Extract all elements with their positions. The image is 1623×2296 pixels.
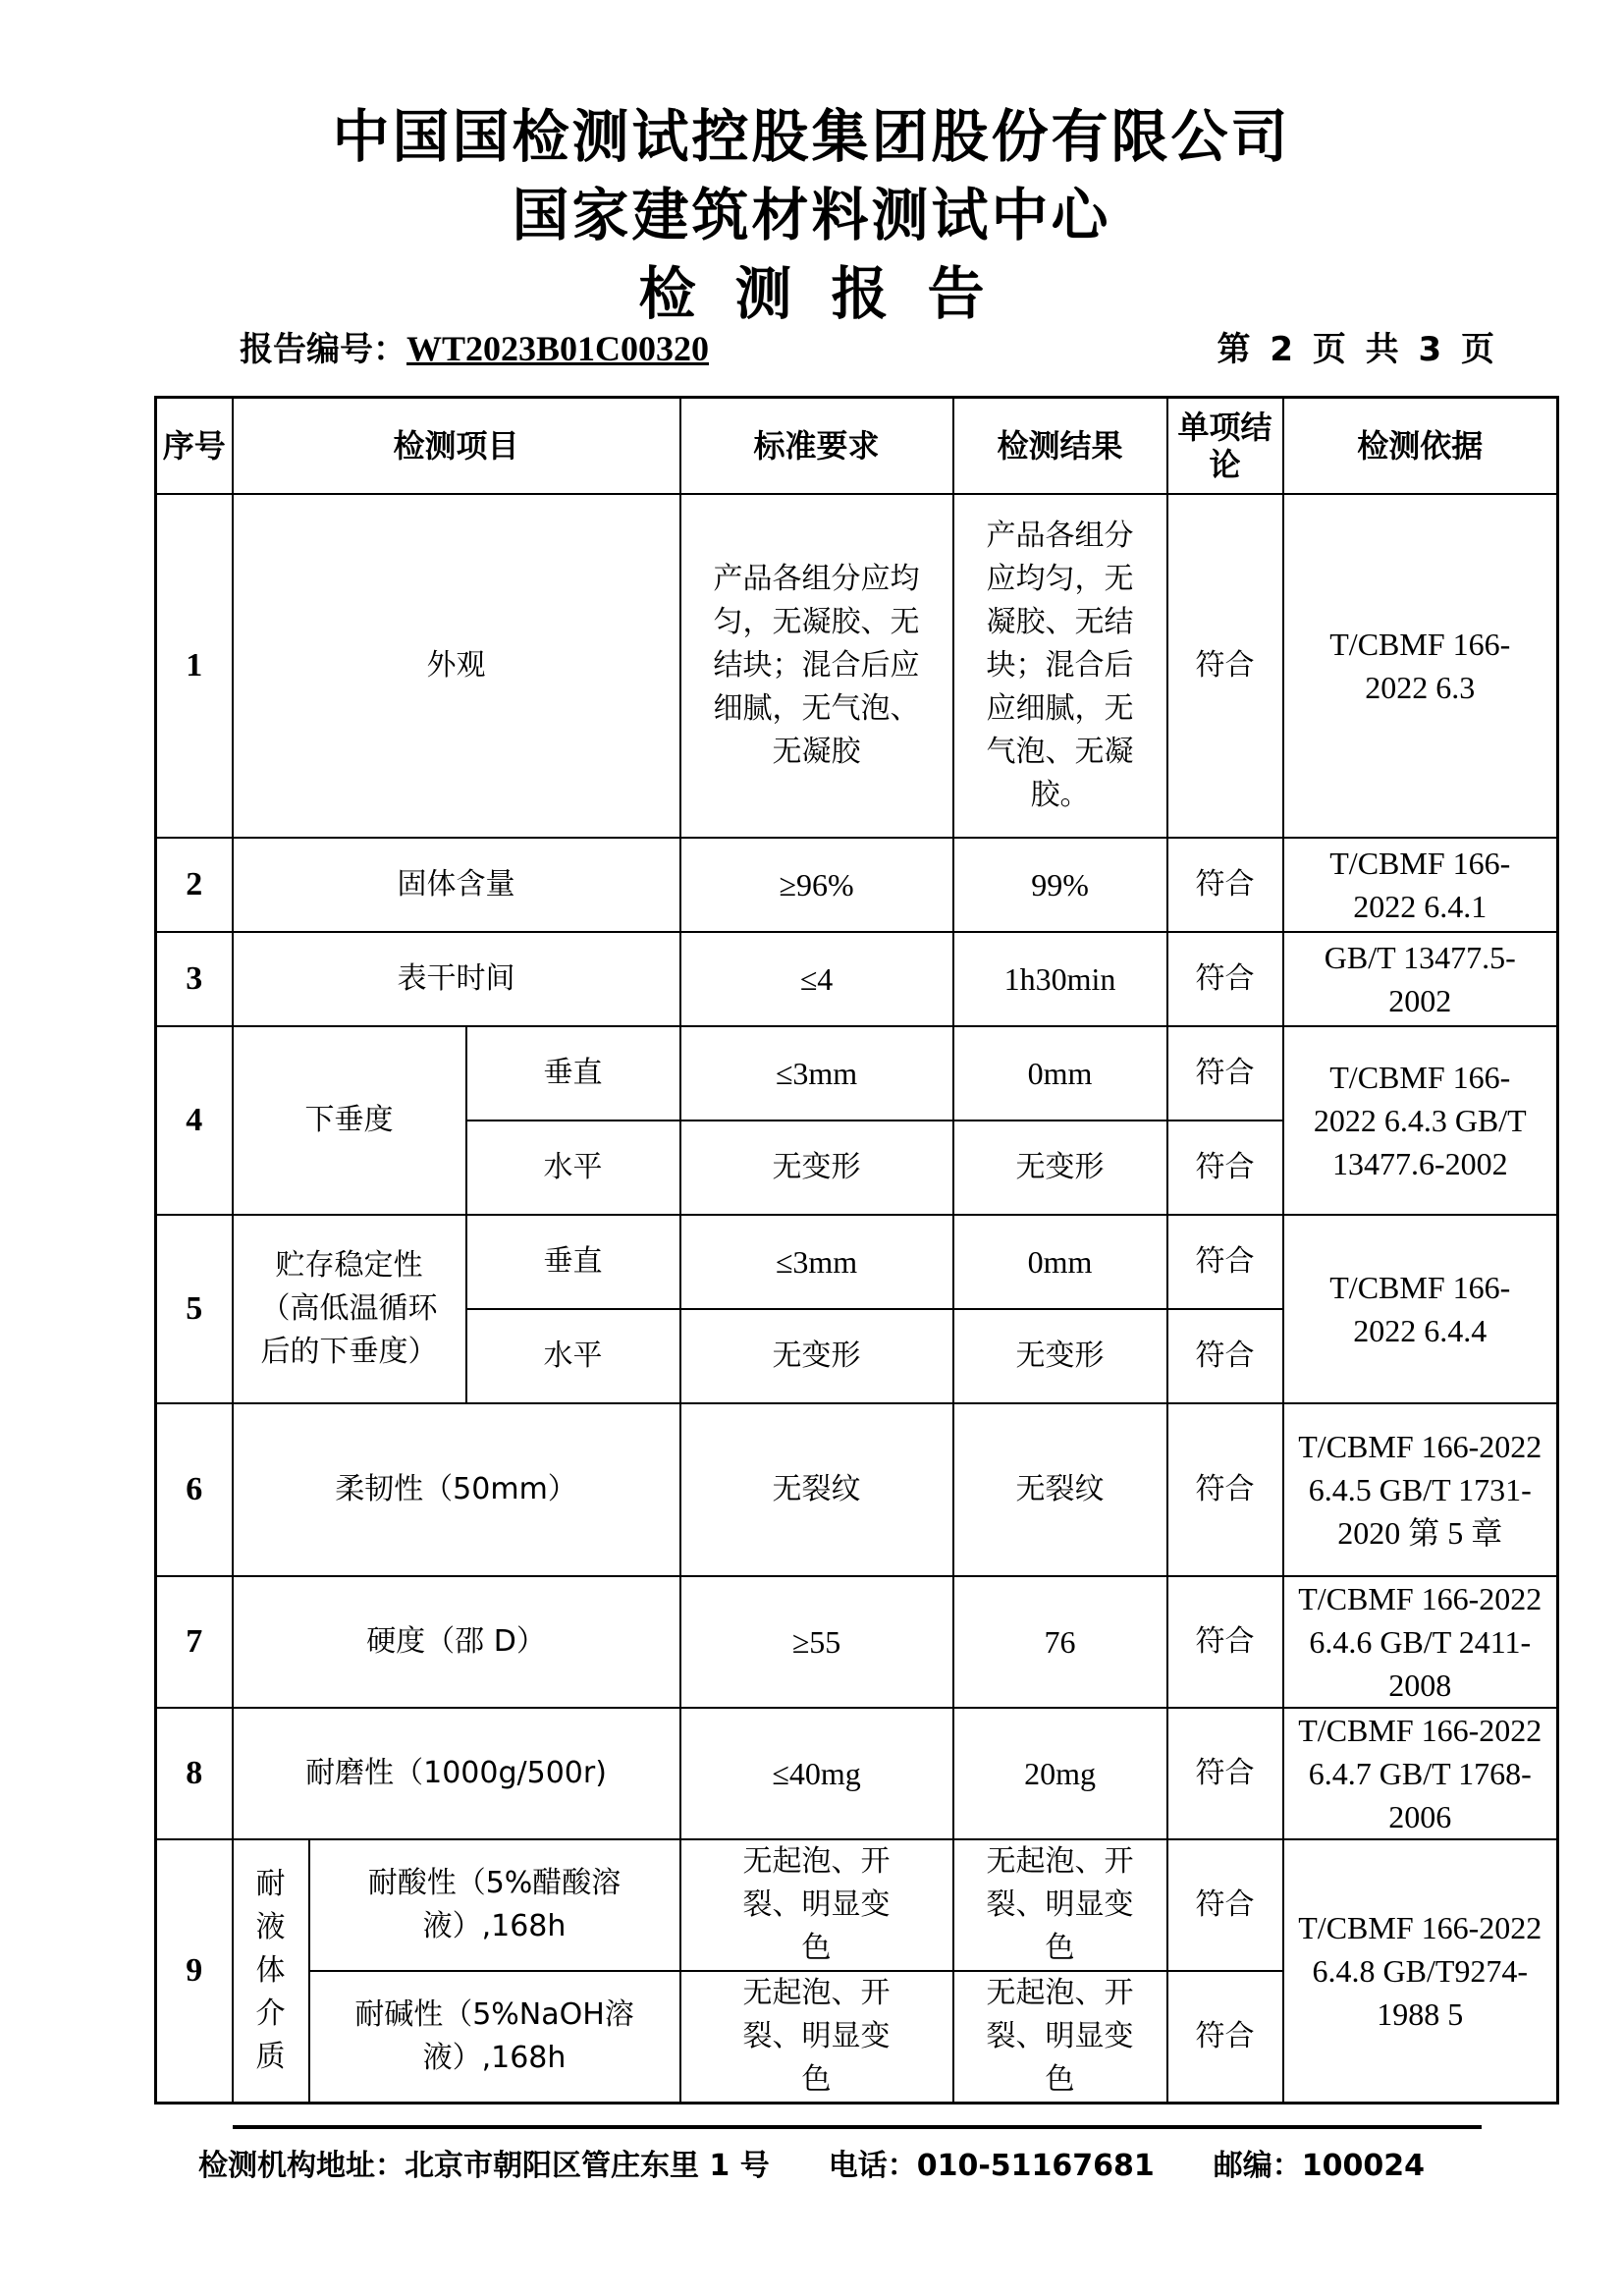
table-row xyxy=(156,1839,1558,1971)
seq-cell: 6 xyxy=(156,1403,233,1576)
seq-cell: 1 xyxy=(156,494,233,838)
seq-cell: 8 xyxy=(156,1708,233,1839)
requirement-cell: ≤3mm xyxy=(680,1026,953,1121)
center-name: 国家建筑材料测试中心 xyxy=(512,182,1111,248)
result-cell: 无起泡、开裂、明显变色 xyxy=(953,1971,1167,2104)
conclusion-cell: 符合 xyxy=(1167,494,1283,838)
conclusion-cell: 符合 xyxy=(1167,1576,1283,1708)
conclusion-cell: 符合 xyxy=(1167,1026,1283,1121)
requirement-cell: ≤40mg xyxy=(680,1708,953,1839)
seq-cell: 3 xyxy=(156,932,233,1026)
sub-item-cell: 垂直 xyxy=(466,1215,680,1309)
result-cell: 20mg xyxy=(953,1708,1167,1839)
conclusion-cell: 符合 xyxy=(1167,932,1283,1026)
conclusion-cell: 符合 xyxy=(1167,1121,1283,1215)
requirement-cell: 无起泡、开裂、明显变色 xyxy=(680,1839,953,1971)
header-basis: 检测依据 xyxy=(1283,398,1558,494)
item-cell: 耐磨性（1000g/500r) xyxy=(233,1708,680,1839)
sub-item-cell: 水平 xyxy=(466,1309,680,1403)
conclusion-cell: 符合 xyxy=(1167,1971,1283,2104)
item-cell: 下垂度 xyxy=(233,1026,466,1215)
sub-item-cell: 耐碱性（5%NaOH溶液）,168h xyxy=(309,1971,680,2104)
seq-cell: 5 xyxy=(156,1215,233,1403)
seq-cell: 9 xyxy=(156,1839,233,2104)
page-info: 第 2 页 共 3 页 xyxy=(1217,330,1498,369)
conclusion-cell: 符合 xyxy=(1167,1215,1283,1309)
seq-cell: 2 xyxy=(156,838,233,932)
table-row xyxy=(156,1026,1558,1121)
basis-cell: GB/T 13477.5-2002 xyxy=(1283,932,1558,1026)
table-row xyxy=(156,1708,1558,1839)
report-number-label: 报告编号： xyxy=(240,330,406,369)
sub-item-cell: 耐酸性（5%醋酸溶液）,168h xyxy=(309,1839,680,1971)
result-cell: 产品各组分应均匀，无凝胶、无结块；混合后应细腻，无气泡、无凝胶。 xyxy=(953,494,1167,838)
item-cell: 表干时间 xyxy=(233,932,680,1026)
item-cell: 贮存稳定性（高低温循环后的下垂度） xyxy=(233,1215,466,1403)
sub-item-cell: 水平 xyxy=(466,1121,680,1215)
basis-cell: T/CBMF 166-2022 6.3 xyxy=(1283,494,1558,838)
test-results-table xyxy=(154,396,1559,2105)
requirement-cell: 无变形 xyxy=(680,1121,953,1215)
basis-cell: T/CBMF 166-2022 6.4.3 GB/T 13477.6-2002 xyxy=(1283,1026,1558,1215)
item-cell: 柔韧性（50mm） xyxy=(233,1403,680,1576)
item-cell: 硬度（邵 D） xyxy=(233,1576,680,1708)
header-requirement: 标准要求 xyxy=(680,398,953,494)
seq-cell: 4 xyxy=(156,1026,233,1215)
result-cell: 无变形 xyxy=(953,1309,1167,1403)
header-item: 检测项目 xyxy=(233,398,680,494)
conclusion-cell: 符合 xyxy=(1167,838,1283,932)
basis-cell: T/CBMF 166-2022 6.4.4 xyxy=(1283,1215,1558,1403)
requirement-cell: ≥55 xyxy=(680,1576,953,1708)
basis-cell: T/CBMF 166-2022 6.4.8 GB/T9274-1988 5 xyxy=(1283,1839,1558,2104)
requirement-cell: 无变形 xyxy=(680,1309,953,1403)
basis-cell: T/CBMF 166-2022 6.4.5 GB/T 1731-2020 第 5 章 xyxy=(1283,1403,1558,1576)
conclusion-cell: 符合 xyxy=(1167,1309,1283,1403)
conclusion-cell: 符合 xyxy=(1167,1839,1283,1971)
requirement-cell: 无裂纹 xyxy=(680,1403,953,1576)
table-row xyxy=(156,838,1558,932)
table-row xyxy=(156,1576,1558,1708)
requirement-cell: 无起泡、开裂、明显变色 xyxy=(680,1971,953,2104)
conclusion-cell: 符合 xyxy=(1167,1708,1283,1839)
requirement-cell: ≥96% xyxy=(680,838,953,932)
group-cell: 耐液体介质 xyxy=(233,1839,309,2104)
result-cell: 0mm xyxy=(953,1215,1167,1309)
requirement-cell: ≤3mm xyxy=(680,1215,953,1309)
header-result: 检测结果 xyxy=(953,398,1167,494)
basis-cell: T/CBMF 166-2022 6.4.1 xyxy=(1283,838,1558,932)
result-cell: 无变形 xyxy=(953,1121,1167,1215)
basis-cell: T/CBMF 166-2022 6.4.7 GB/T 1768-2006 xyxy=(1283,1708,1558,1839)
footer-address: 检测机构地址：北京市朝阳区管庄东里 1 号 电话：010-51167681 邮编：100024 xyxy=(197,2149,1426,2183)
result-cell: 76 xyxy=(953,1576,1167,1708)
result-cell: 无裂纹 xyxy=(953,1403,1167,1576)
result-cell: 99% xyxy=(953,838,1167,932)
table-row xyxy=(156,1403,1558,1576)
header-seq: 序号 xyxy=(156,398,233,494)
table-row xyxy=(156,494,1558,838)
table-row xyxy=(156,932,1558,1026)
conclusion-cell: 符合 xyxy=(1167,1403,1283,1576)
footer-divider xyxy=(233,2125,1482,2129)
result-cell: 1h30min xyxy=(953,932,1167,1026)
report-number xyxy=(240,322,709,370)
report-number-value: WT2023B01C00320 xyxy=(406,329,710,368)
report-title: 检测报告 xyxy=(638,260,1024,327)
result-cell: 无起泡、开裂、明显变色 xyxy=(953,1839,1167,1971)
header-conclusion: 单项结论 xyxy=(1167,398,1283,494)
requirement-cell: ≤4 xyxy=(680,932,953,1026)
sub-item-cell: 垂直 xyxy=(466,1026,680,1121)
basis-cell: T/CBMF 166-2022 6.4.6 GB/T 2411-2008 xyxy=(1283,1576,1558,1708)
table-header-row xyxy=(156,398,1558,494)
item-cell: 外观 xyxy=(233,494,680,838)
seq-cell: 7 xyxy=(156,1576,233,1708)
item-cell: 固体含量 xyxy=(233,838,680,932)
result-cell: 0mm xyxy=(953,1026,1167,1121)
company-name: 中国国检测试控股集团股份有限公司 xyxy=(332,103,1291,170)
table-row xyxy=(156,1215,1558,1309)
requirement-cell: 产品各组分应均匀，无凝胶、无结块；混合后应细腻，无气泡、无凝胶 xyxy=(680,494,953,838)
